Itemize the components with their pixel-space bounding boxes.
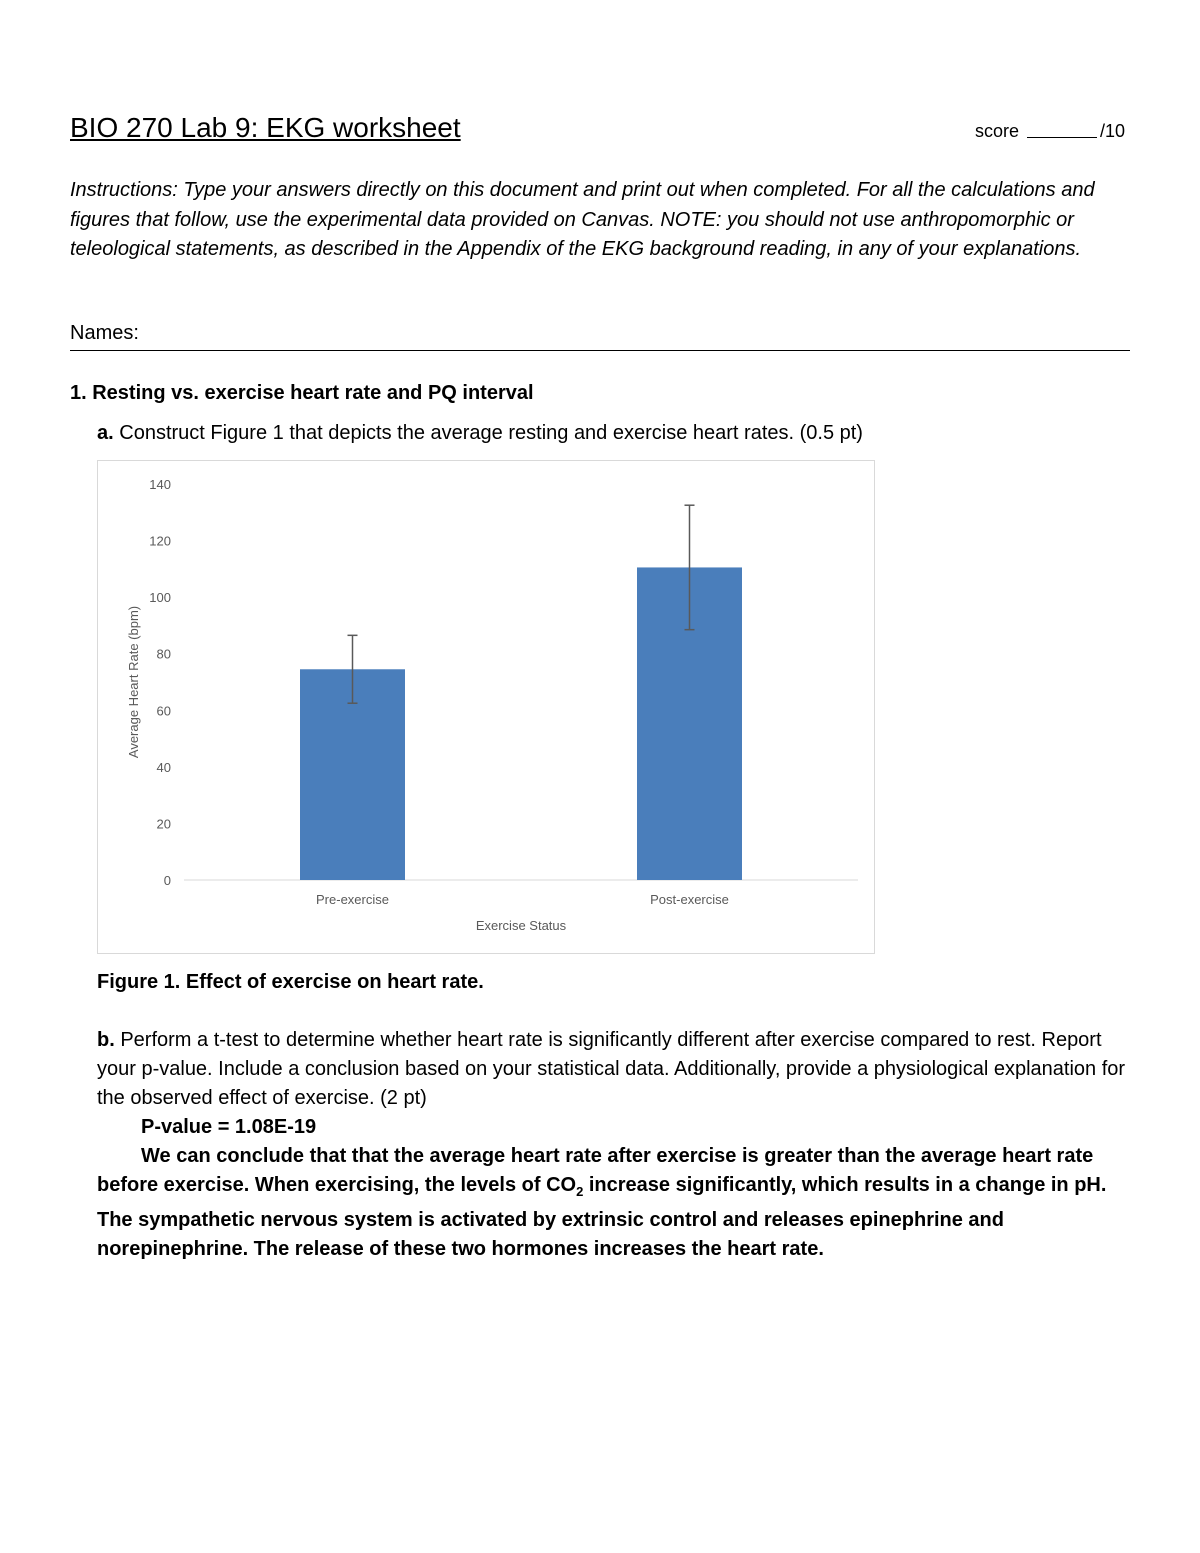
- question-1-heading: 1. Resting vs. exercise heart rate and PQ interval: [70, 382, 534, 404]
- score-total: /10: [1100, 121, 1126, 141]
- part-b-text: Perform a t-test to determine whether heart rate is significantly different after exercise compared to rest. Report your p-value. Include a conclusion based on your statistical data. Additionally, provide a physiological explanation for the observed effect of exercise. (2 pt): [97, 1029, 1126, 1109]
- y-tick-label: 60: [156, 703, 171, 719]
- y-tick-label: 20: [156, 816, 171, 832]
- names-label: Names:: [70, 322, 139, 344]
- x-tick-label: Post-exercise: [650, 892, 729, 907]
- p-value-answer: P-value = 1.08E-19: [141, 1116, 317, 1138]
- figure-1-chart: [97, 460, 875, 954]
- names-field[interactable]: [70, 322, 1130, 351]
- question-1b: [97, 1026, 1137, 1113]
- figure-1-caption: Figure 1. Effect of exercise on heart rate.: [97, 971, 484, 993]
- score-blank[interactable]: [1027, 137, 1097, 138]
- conclusion-text-2: increase significantly, which results in a change in pH. The sympathetic nervous system is activated by extrinsic control and releases epinephrine and norepinephrine. The release of these two hormones increases the heart rate.: [97, 1174, 1107, 1260]
- conclusion-text-1: We can conclude that that the average heart rate after exercise is greater than the average heart rate before exercise. When exercising, the levels of CO: [97, 1145, 1094, 1196]
- part-b-label: b.: [97, 1029, 115, 1051]
- y-tick-label: 80: [156, 646, 171, 662]
- score-field: [975, 121, 1125, 142]
- y-tick-label: 0: [163, 873, 171, 888]
- part-a-label: a.: [97, 422, 114, 444]
- x-axis-title: Exercise Status: [475, 918, 567, 933]
- y-tick-label: 40: [156, 759, 171, 775]
- y-tick-label: 140: [149, 477, 171, 492]
- part-a-text: Construct Figure 1 that depicts the average resting and exercise heart rates. (0.5 pt): [119, 422, 863, 444]
- worksheet-title: BIO 270 Lab 9: EKG worksheet: [70, 112, 461, 143]
- y-tick-label: 120: [149, 533, 171, 549]
- score-label: score: [975, 121, 1020, 141]
- instructions-text: Instructions: Type your answers directly on this document and print out when completed. For all the calculations and figures that follow, use the experimental data provided on Canvas. NOTE: you should not use anthropomorphic or teleological statements, as described in the Appendix of the EKG background reading, in any of your explanations.: [70, 179, 1095, 260]
- y-axis-title: Average Heart Rate (bpm): [126, 605, 141, 759]
- answer-block[interactable]: [97, 1113, 1137, 1264]
- x-tick-label: Pre-exercise: [316, 892, 389, 907]
- y-tick-label: 100: [149, 590, 171, 606]
- bar-chart-svg: [98, 461, 876, 955]
- question-1a: [97, 422, 863, 445]
- co2-subscript: 2: [576, 1184, 584, 1199]
